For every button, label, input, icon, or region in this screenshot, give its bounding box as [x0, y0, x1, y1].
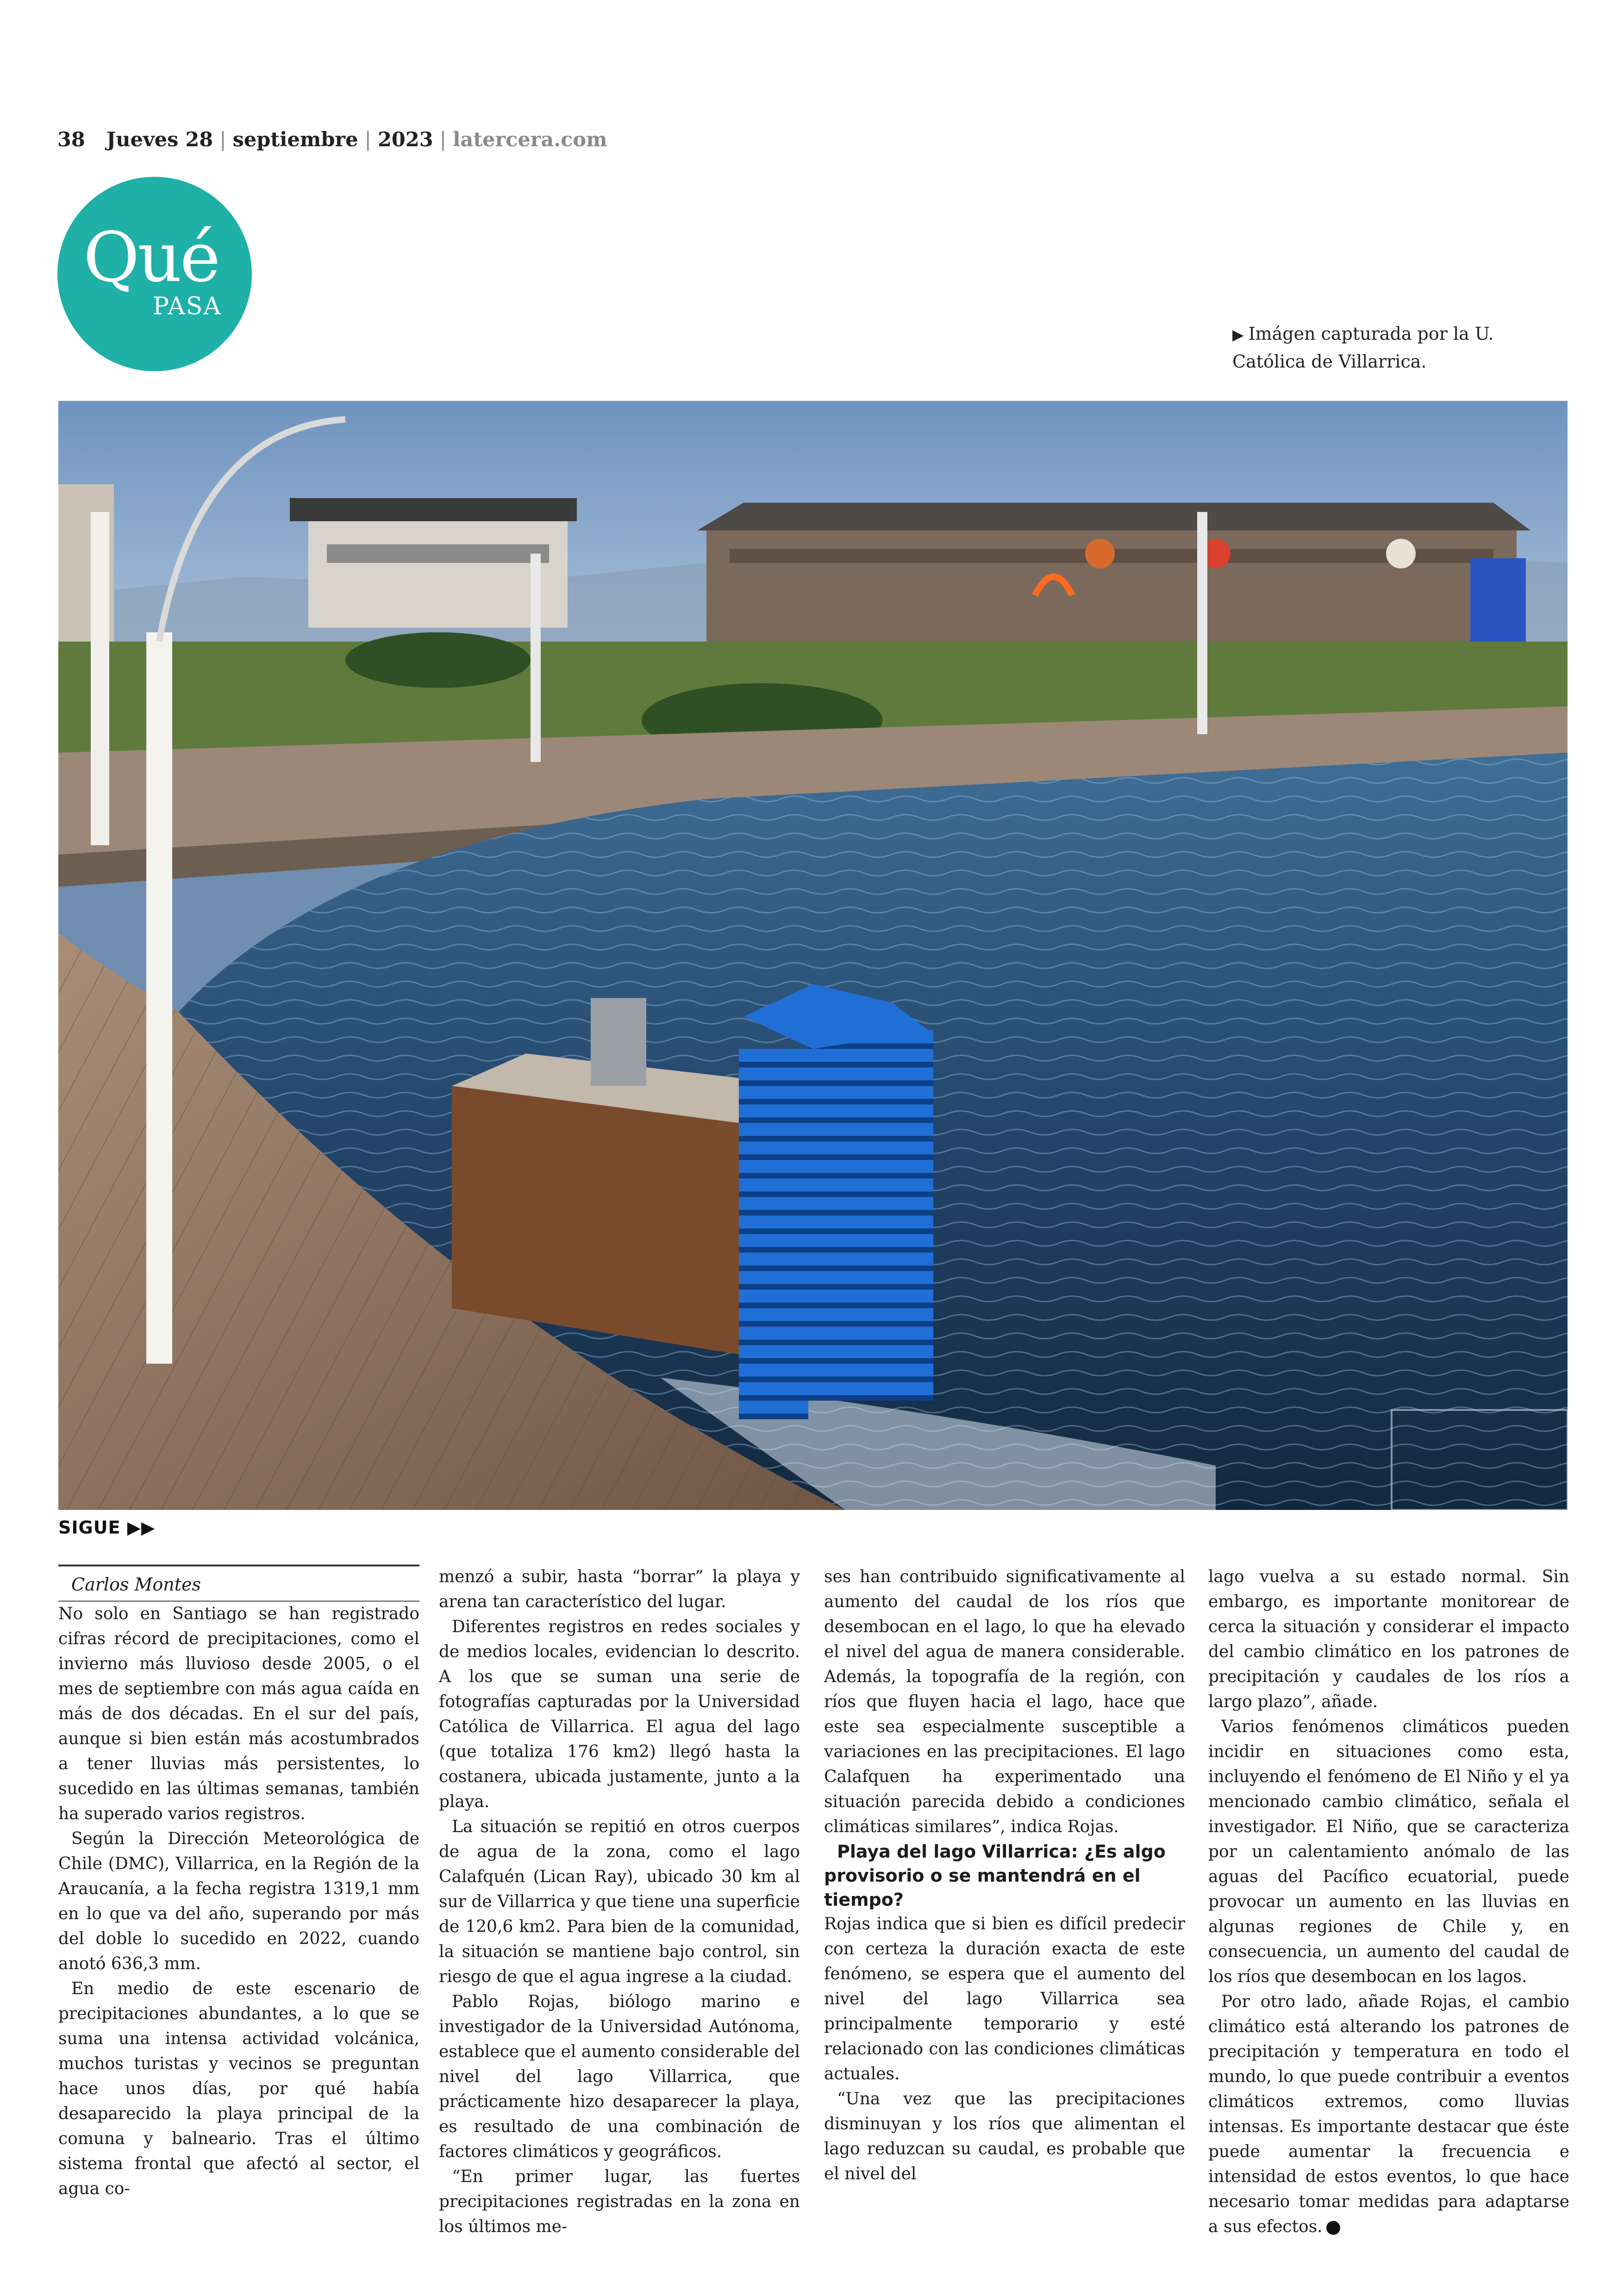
section-logo [57, 177, 252, 371]
paragraph: ses han contribuido significativamente al aumento del caudal de los ríos que desembocan en el lago, lo que ha elevado el nivel del agua de manera considerable. Además, la topografía de la región, con ríos que fluyen hacia el lago, hace que este sea especialmente susceptible a variaciones en las precipitaciones. El lago Calafquen ha experimentado una situación parecida debido a condiciones climáticas similares”, indica Rojas. [824, 1567, 1185, 1836]
page-header [57, 126, 607, 154]
paragraph: Diferentes registros en redes sociales y de medios locales, evidencian lo descrito. A los que se suman una serie de fotografías capturadas por la Universidad Católica de Villarrica. El agua del lago (que totaliza 176 km2) llegó hasta la costanera, ubicada justamente, junto a la playa. [439, 1617, 800, 1811]
stacked-loungers [739, 1049, 808, 1419]
paragraph: menzó a subir, hasta “borrar” la playa y arena tan característico del lugar. [439, 1567, 800, 1611]
wooden-box [452, 1086, 739, 1354]
caption-arrow-icon: ▶ [1232, 326, 1244, 343]
caption-text: Imágen capturada por la U. Católica de Villarrica. [1232, 324, 1494, 372]
light-pole [91, 512, 109, 845]
continue-marker: SIGUE ▶▶ [58, 1517, 156, 1538]
photo-caption [1232, 320, 1566, 375]
logo-word-que: Qué [83, 218, 219, 297]
logo-word-pasa: PASA [153, 293, 222, 320]
paragraph: “Una vez que las precipitaciones disminuyan y los ríos que alimentan el lago reduzcan su caudal, es probable que el nivel del [824, 2089, 1185, 2183]
building-left [308, 517, 568, 628]
paragraph: No solo en Santiago se han registrado cifras récord de precipitaciones, como el invierno más lluvioso desde 2005, o el mes de septiembre con más agua caída en más de dos décadas. En el sur del país, aunque si bien están más acostumbrados a tener lluvias más persistentes, lo sucedido en las últimas semanas, también ha superado varios registros. [58, 1604, 419, 1823]
light-pole [146, 632, 172, 1364]
paragraph: Varios fenómenos climáticos pueden incidir en situaciones como esta, incluyendo el fenómeno de El Niño y el ya mencionado cambio climático, señala el investigador. El Niño, que se caracteriza por un calentamiento anómalo de las aguas del Pacífico ecuatorial, puede provocar un aumento en las lluvias en algunas regiones de Chile y, en consecuencia, un aumento del caudal de los ríos que desembocan en los lagos. [1208, 1717, 1569, 1986]
page-number: 38 [57, 128, 85, 151]
paragraph-text: Por otro lado, añade Rojas, el cambio climático está alterando los patrones de precipitación y temperatura en todo el mundo, lo que puede contribuir a eventos climáticos extremos, como lluvias intensas. Es importante destacar que éste puede aumentar la frecuencia e intensidad de estos eventos, lo que hace necesario tomar medidas para adaptarse a sus efectos. [1208, 1992, 1569, 2236]
header-separator: | [439, 128, 447, 151]
header-separator: | [219, 128, 226, 151]
article-column-3 [824, 1565, 1185, 2187]
playground-tower [1470, 558, 1526, 642]
article-column-4 [1208, 1565, 1569, 2239]
header-month: septiembre [232, 128, 358, 151]
section-subheading: Playa del lago Villarrica: ¿Es algo provisorio o se mantendrá en el tiempo? [824, 1841, 1166, 1910]
author-byline: Carlos Montes [58, 1565, 419, 1602]
paragraph: Según la Dirección Meteorológica de Chile (DMC), Villarrica, en la Región de la Araucanía, a la fecha registra 1319,1 mm en lo que va del año, superando por más del doble lo sucedido en 2022, cuando anotó 636,3 mm. [58, 1829, 419, 1973]
header-day: Jueves 28 [106, 128, 213, 151]
paragraph [1208, 1989, 1569, 2239]
paragraph: Pablo Rojas, biólogo marino e investigador de la Universidad Autónoma, establece que el aumento considerable del nivel del lago Villarrica, que prácticamente hizo desaparecer la playa, es resultado de una combinación de factores climáticos y geográficos. [439, 1992, 800, 2161]
header-year: 2023 [377, 128, 433, 151]
paragraph: “En primer lugar, las fuertes precipitaciones registradas en la zona en los últimos me- [439, 2167, 800, 2236]
article-column-2 [439, 1565, 800, 2239]
end-of-article-icon [1326, 2221, 1340, 2235]
stacked-loungers [808, 1030, 933, 1401]
paragraph: Rojas indica que si bien es difícil predecir con certeza la duración exacta de este fenómeno, se espera que el aumento del nivel del lago Villarrica sea principalmente temporario y esté relacionado con las condiciones climáticas actuales. [824, 1915, 1185, 2083]
paragraph: En medio de este escenario de precipitaciones abundantes, a lo que se suma una intensa actividad volcánica, muchos turistas y vecinos se preguntan hace unos días, por qué había desaparecido la playa principal de la comuna y balneario. Tras el último sistema frontal que afectó al sector, el agua co- [58, 1979, 419, 2198]
paragraph: lago vuelva a su estado normal. Sin embargo, es importante monitorear de cerca la situación y considerar el impacto del cambio climático en los patrones de precipitación y caudales de los ríos a largo plazo”, añade. [1208, 1567, 1569, 1711]
header-separator: | [364, 128, 371, 151]
header-site: latercera.com [453, 128, 607, 151]
paragraph: La situación se repitió en otros cuerpos de agua de la zona, como el lago Calafquén (Lican Ray), ubicado 30 km al sur de Villarrica y que tiene una superficie de 120,6 km2. Para bien de la comunidad, la situación se mantiene bajo control, sin riesgo de que el agua ingrese a la ciudad. [439, 1817, 800, 1986]
lake-photo [58, 401, 1568, 1510]
article-column-1 [58, 1565, 419, 2201]
trash-bin [591, 998, 646, 1086]
lake-photo-illustration [58, 401, 1568, 1510]
